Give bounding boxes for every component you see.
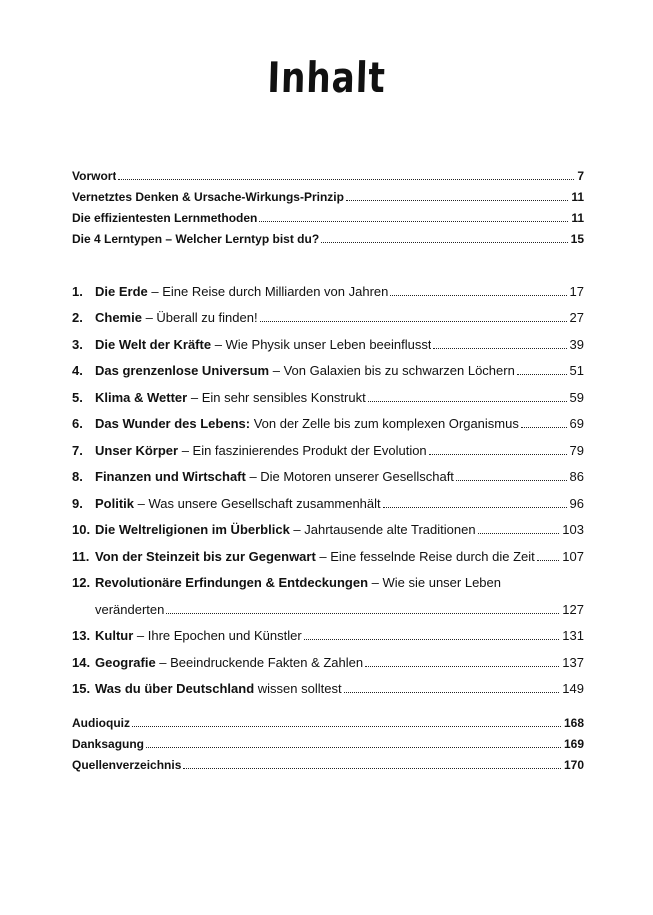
page-number: 17 — [569, 283, 584, 299]
chapter-subtitle: wissen solltest — [254, 681, 342, 696]
chapter-number: 6. — [72, 416, 83, 431]
chapter-subtitle: – Ein sehr sensibles Konstrukt — [187, 389, 366, 405]
entry-title: Die 4 Lerntypen – Welcher Lerntyp bist du? — [72, 232, 320, 246]
chapter-title — [95, 363, 515, 379]
chapter-title-bold: Finanzen und Wirtschaft — [95, 469, 246, 484]
chapter-number: 9. — [72, 495, 83, 511]
dot-leader — [259, 220, 568, 222]
chapter-number: 15. — [72, 681, 91, 696]
chapter-entry-7[interactable] — [72, 432, 584, 459]
dot-leader — [304, 638, 560, 640]
chapter-number: 12. — [72, 575, 91, 590]
chapter-entry-3[interactable] — [72, 326, 584, 353]
dot-leader — [368, 400, 567, 402]
chapter-title — [95, 310, 258, 326]
chapter-number: 14. — [72, 654, 91, 670]
chapter-title-bold: Das Wunder des Lebens: — [95, 416, 251, 431]
page-number: 96 — [569, 495, 584, 511]
chapter-subtitle: – Wie sie unser Leben — [368, 575, 501, 590]
chapter-title-bold: Geografie — [95, 654, 156, 670]
chapter-number: 10. — [72, 522, 91, 537]
chapter-number: 11. — [72, 548, 90, 564]
chapter-title — [95, 575, 501, 591]
chapter-number: 7. — [72, 442, 83, 458]
chapter-title-bold: Politik — [95, 495, 135, 511]
page-title: Inhalt — [266, 53, 387, 102]
chapter-subtitle: – Was unsere Gesellschaft zusammenhält — [134, 495, 381, 511]
chapter-title — [95, 390, 366, 406]
chapter-entry-9[interactable] — [72, 485, 584, 512]
chapter-title — [95, 337, 431, 353]
page-number: 11 — [571, 190, 584, 204]
entry-title: Die effizientesten Lernmethoden — [72, 211, 258, 225]
toc-entry-lernmethoden[interactable] — [72, 205, 584, 226]
chapter-number: 5. — [72, 389, 83, 405]
chapter-title-bold: Klima & Wetter — [95, 389, 188, 405]
chapter-title — [95, 655, 363, 671]
chapter-title-bold: Kultur — [95, 628, 134, 643]
chapter-title — [95, 549, 535, 565]
page-number: 131 — [562, 628, 584, 643]
chapter-title-continuation: veränderten — [95, 601, 165, 617]
chapter-title-bold: Die Welt der Kräfte — [95, 336, 212, 352]
chapter-entry-5[interactable] — [72, 379, 584, 406]
chapter-entry-8[interactable] — [72, 459, 584, 486]
chapter-subtitle: – Eine fesselnde Reise durch die Zeit — [315, 548, 535, 564]
chapter-number: 3. — [72, 336, 83, 352]
chapter-number: 2. — [72, 310, 83, 325]
dot-leader — [433, 347, 566, 349]
toc-entry-vernetztes-denken[interactable] — [72, 184, 584, 205]
dot-leader — [456, 479, 567, 481]
dot-leader — [166, 612, 559, 614]
chapter-subtitle: – Von Galaxien bis zu schwarzen Löchern — [269, 363, 515, 378]
chapter-entry-2[interactable] — [72, 300, 584, 327]
toc-entry-vorwort[interactable] — [72, 163, 584, 184]
toc-entry-lerntypen[interactable] — [72, 226, 584, 247]
chapter-entry-1[interactable] — [72, 273, 584, 300]
chapter-subtitle: – Eine Reise durch Milliarden von Jahren — [147, 283, 389, 299]
chapter-title — [95, 681, 342, 697]
dot-leader — [183, 767, 561, 769]
chapter-subtitle: – Überall zu finden! — [141, 310, 258, 325]
page-number: 149 — [562, 681, 584, 696]
chapter-number: 13. — [72, 628, 91, 643]
chapter-entry-11[interactable] — [72, 538, 584, 565]
entry-title: Vorwort — [72, 169, 117, 183]
chapter-title-bold: Die Erde — [95, 283, 148, 299]
dot-leader — [478, 532, 560, 534]
dot-leader — [260, 320, 567, 322]
toc-entry-audioquiz[interactable] — [72, 710, 584, 731]
chapter-title — [95, 416, 519, 432]
page-number: 11 — [571, 211, 584, 225]
chapter-entry-12[interactable] — [72, 565, 584, 592]
dot-leader — [383, 506, 567, 508]
chapter-title — [95, 628, 302, 644]
page-number: 107 — [562, 548, 584, 564]
entry-title: Danksagung — [72, 737, 145, 751]
dot-leader — [521, 426, 567, 428]
page-number: 27 — [569, 310, 584, 325]
toc-entry-quellenverzeichnis[interactable] — [72, 752, 584, 773]
page-number: 127 — [562, 601, 584, 617]
dot-leader — [321, 241, 567, 243]
chapter-entry-15[interactable] — [72, 671, 584, 698]
chapter-title — [95, 496, 381, 512]
chapter-title-bold: Chemie — [95, 310, 142, 325]
chapter-title — [95, 443, 427, 459]
chapter-subtitle: Von der Zelle bis zum komplexen Organismus — [250, 416, 519, 431]
dot-leader — [429, 453, 567, 455]
page-number: 15 — [570, 232, 584, 246]
chapter-subtitle: – Ihre Epochen und Künstler — [133, 628, 302, 643]
entry-title: Audioquiz — [72, 716, 130, 730]
chapter-list — [72, 273, 584, 697]
dot-leader — [132, 725, 561, 727]
dot-leader — [146, 746, 561, 748]
dot-leader — [365, 665, 559, 667]
front-matter-list — [72, 163, 584, 247]
page-number: 39 — [569, 336, 584, 352]
chapter-title-bold: Revolutionäre Erfindungen & Entdeckungen — [95, 575, 369, 590]
dot-leader — [537, 559, 560, 561]
chapter-entry-10[interactable] — [72, 512, 584, 539]
chapter-title-bold: Was du über Deutschland — [95, 681, 255, 696]
chapter-subtitle: – Wie Physik unser Leben beeinflusst — [211, 336, 432, 352]
dot-leader — [118, 178, 574, 180]
page-number: 7 — [577, 169, 584, 183]
page-number: 69 — [569, 416, 584, 431]
chapter-title — [95, 522, 476, 538]
chapter-title-bold: Das grenzenlose Universum — [95, 363, 270, 378]
page-number: 103 — [562, 522, 584, 537]
page-number: 137 — [562, 654, 584, 670]
chapter-subtitle: – Die Motoren unserer Gesellschaft — [245, 469, 454, 484]
page-number: 59 — [569, 389, 584, 405]
page-number: 86 — [569, 469, 584, 484]
entry-title: Vernetztes Denken & Ursache-Wirkungs-Prinzip — [72, 190, 344, 204]
dot-leader — [390, 294, 566, 296]
chapter-title — [95, 469, 454, 485]
chapter-subtitle: – Jahrtausende alte Traditionen — [289, 522, 476, 537]
toc-entry-danksagung[interactable] — [72, 731, 584, 752]
chapter-title-bold: Von der Steinzeit bis zur Gegenwart — [95, 548, 316, 564]
dot-leader — [346, 199, 568, 201]
page-number: 168 — [563, 716, 584, 730]
chapter-subtitle: – Beeindruckende Fakten & Zahlen — [155, 654, 364, 670]
entry-title: Quellenverzeichnis — [72, 758, 182, 772]
page-number: 51 — [569, 363, 584, 378]
chapter-title-bold: Unser Körper — [95, 442, 179, 458]
chapter-number: 1. — [72, 283, 83, 299]
chapter-entry-4[interactable] — [72, 353, 584, 380]
chapter-entry-13[interactable] — [72, 618, 584, 645]
page-number: 79 — [569, 442, 584, 458]
chapter-entry-6[interactable] — [72, 406, 584, 433]
chapter-entry-14[interactable] — [72, 644, 584, 671]
chapter-title — [95, 284, 388, 300]
chapter-number: 8. — [72, 469, 83, 484]
dot-leader — [344, 691, 560, 693]
chapter-number: 4. — [72, 363, 83, 378]
back-matter-list — [72, 710, 584, 773]
chapter-subtitle: – Ein faszinierendes Produkt der Evolution — [178, 442, 427, 458]
page-number: 169 — [563, 737, 584, 751]
chapter-entry-12-continuation[interactable] — [72, 591, 584, 618]
page-number: 170 — [563, 758, 584, 772]
chapter-title-bold: Die Weltreligionen im Überblick — [95, 522, 290, 537]
dot-leader — [517, 373, 567, 375]
